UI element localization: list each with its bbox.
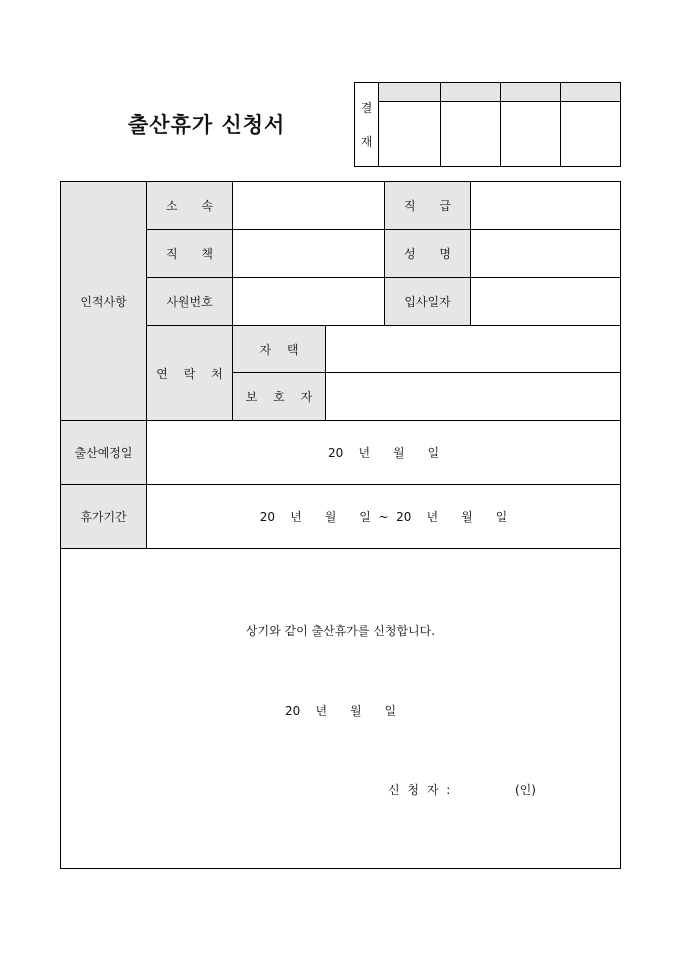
home-label: 자 택 [232, 325, 326, 373]
due-date-field[interactable] [146, 420, 621, 485]
approval-label [354, 82, 379, 167]
rank-label: 직 급 [384, 181, 471, 230]
statement-date: 20 년 월 일 [284, 704, 397, 718]
rank-field[interactable] [470, 181, 621, 230]
approval-label-top: 결 [360, 101, 373, 116]
leave-period-label: 휴가기간 [60, 484, 147, 549]
guardian-phone-field[interactable] [325, 372, 621, 421]
due-date-label: 출산예정일 [60, 420, 147, 485]
approval-sign-1[interactable] [378, 101, 441, 167]
contact-label: 연 락 처 [146, 325, 233, 421]
hire-date-field[interactable] [470, 277, 621, 326]
approval-sign-2[interactable] [440, 101, 501, 167]
position-field[interactable] [232, 229, 385, 278]
approval-header-1 [378, 82, 441, 102]
leave-period-value: 20 년 월 일 ~ 20 년 월 일 [259, 510, 508, 524]
employee-no-label: 사원번호 [146, 277, 233, 326]
employee-no-field[interactable] [232, 277, 385, 326]
hire-date-label: 입사일자 [384, 277, 471, 326]
position-label: 직 책 [146, 229, 233, 278]
personal-section-label: 인적사항 [60, 181, 147, 421]
statement-text: 상기와 같이 출산휴가를 신청합니다. [245, 624, 436, 638]
affiliation-label: 소 속 [146, 181, 233, 230]
approval-header-2 [440, 82, 501, 102]
approval-header-4 [560, 82, 621, 102]
document-title: 출산휴가 신청서 [128, 112, 286, 137]
due-date-value: 20 년 월 일 [327, 446, 440, 460]
applicant-label: 신 청 자 : [388, 783, 453, 797]
affiliation-field[interactable] [232, 181, 385, 230]
applicant-name-field[interactable] [455, 776, 510, 798]
approval-sign-3[interactable] [500, 101, 561, 167]
approval-sign-4[interactable] [560, 101, 621, 167]
name-label: 성 명 [384, 229, 471, 278]
guardian-label: 보 호 자 [232, 372, 326, 421]
name-field[interactable] [470, 229, 621, 278]
approval-label-bottom: 재 [360, 134, 373, 149]
leave-period-field[interactable] [146, 484, 621, 549]
approval-header-3 [500, 82, 561, 102]
home-phone-field[interactable] [325, 325, 621, 373]
seal-mark: (인) [515, 783, 536, 797]
